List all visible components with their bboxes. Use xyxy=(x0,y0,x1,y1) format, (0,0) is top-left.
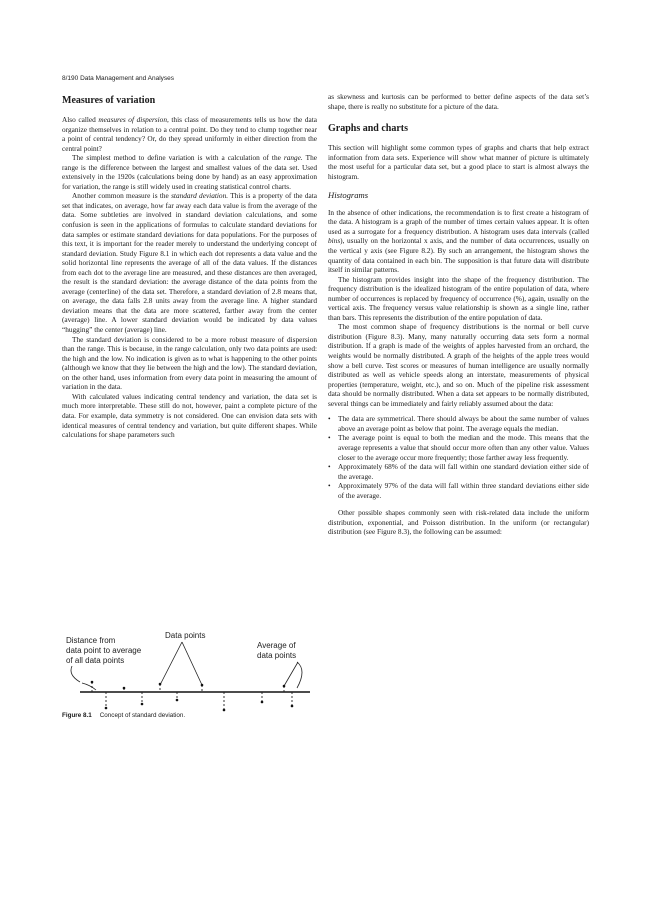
list-item: • Approximately 97% of the data will fall within three standard deviations either side of the average. xyxy=(328,481,589,500)
list-item: • Approximately 68% of the data will fall within one standard deviation either side of the average. xyxy=(328,462,589,481)
paragraph-3: Another common measure is the standard deviation. This is a property of the data set that indicates, on average, how far away each data value is from the average of the data. Some subtleties are involved in standard deviation calculations, and some confusion is seen in the applications of formulas to calculate standard deviations for data samples or estimate standard deviations for data populations. For the purposes of this text, it is important for the reader merely to understand the underlying concept of standard deviation. Study Figure 8.1 in which each dot represents a data value and the solid horizontal line represents the average of all of the data values. If the distances from each dot to the average line are measured, and these distances are then averaged, the result is the standard deviation: the average distance of the data points from the average (centerline) of the data set. Therefore, a standard deviation of 2.8 means that, on average, the data falls 2.8 units away from the average line. A higher standard deviation means that the data are more scattered, farther away from the center (average) line. A lower standard deviation would be indicated by data values “hugging” the center (average) line. xyxy=(62,191,317,335)
label-average-line1: Average of xyxy=(257,641,296,650)
label-average-line2: data points xyxy=(257,651,297,660)
paragraph-histogram-3: The most common shape of frequency distributions is the normal or bell curve distribution (Figure 8.3). Many, many naturally occurring data sets form a normal distribution. If a graph is made of the weights of apples harvested from an orchard, the weights would be normally distributed. A graph of the heights of the apple trees would show a bell curve. Test scores or measures of human intelligence are usually normally distributed as well as vehicle speeds along an interstate, measurements of physical properties (temperature, weight, etc.), and so on. Much of the pipeline risk assessment data should be normally distributed. When a data set appears to be normally distributed, several things can be immediately and fairly reliably assumed about the data: xyxy=(328,322,589,408)
paragraph-1: Also called measures of dispersion, this class of measurements tells us how the data organize themselves in relation to a central point. Do they tend to clump together near a point of central tendency? Or, do they spread uniformly in either direction from the central point? xyxy=(62,115,317,153)
label-distance-line1: Distance from xyxy=(66,636,116,645)
figure-caption-text: Concept of standard deviation. xyxy=(99,712,186,719)
label-data-points: Data points xyxy=(165,631,206,640)
label-distance-line3: of all data points xyxy=(66,656,125,665)
list-item: • The average point is equal to both the median and the mode. This means that the average represents a value that should occur more often than any other value. Values closer to the average occur more frequently; those farther away less frequently. xyxy=(328,433,589,462)
figure-standard-deviation xyxy=(62,630,322,720)
list-item: • The data are symmetrical. There should always be about the same number of values above an average point as below that point. The average equals the median. xyxy=(328,414,589,433)
arrow-right-brace xyxy=(297,662,302,688)
paragraph-5: With calculated values indicating central tendency and variation, the data set is much more interpretable. These still do not, however, paint a complete picture of the data. For example, data symmetry is not considered. One can envision data sets with identical measures of central tendency and variation, but quite different shapes. While calculations for shape parameters such xyxy=(62,391,317,440)
paragraph-histogram-2: The histogram provides insight into the shape of the frequency distribution. The frequency distribution is the idealized histogram of the entire population of data, where number of occurrences is replaced by frequency of occurrence (%), again, usually on the vertical axis. The frequency versus value relationship is shown as a single line, rather than bars. This represents the distribution of the entire population of data. xyxy=(328,274,589,322)
heading-measures-of-variation: Measures of variation xyxy=(62,95,156,106)
arrow-to-point-2 xyxy=(182,642,202,685)
left-column xyxy=(62,95,317,440)
paragraph-other-shapes: Other possible shapes commonly seen with risk-related data include the uniform distribution, exponential, and Poisson distribution. In the uniform (or rectangular) distribution (see Figure 8.3), the following can be assumed: xyxy=(328,508,589,537)
paragraph-continued: as skewness and kurtosis can be performed to better define aspects of the data set’s shape, there is really no substitute for a picture of the data. xyxy=(328,92,589,111)
arrow-left-brace xyxy=(71,666,80,682)
paragraph-2: The simplest method to define variation is with a calculation of the range. The range is the difference between the largest and smallest values of the data set. Used extensively in the 1920s (calculations being done by hand) as an easy approximation for variation, the range is still widely used in creating statistical control charts. xyxy=(62,153,317,191)
bullet-list xyxy=(328,414,589,500)
heading-graphs-and-charts: Graphs and charts xyxy=(328,123,409,135)
running-head: 8/190 Data Management and Analyses xyxy=(62,75,175,82)
figure-caption-number: Figure 8.1 xyxy=(62,712,92,719)
deviation-lines xyxy=(92,682,292,710)
label-distance-line2: data point to average xyxy=(66,646,142,655)
arrow-to-average xyxy=(284,662,298,686)
subheading-histograms: Histograms xyxy=(328,190,369,201)
paragraph-4: The standard deviation is considered to be a more robust measure of dispersion than the range. This is because, in the range calculation, only two data points are used: the high and the low. No indication is given as to what is happening to the other points (although we know that they lie between the high and the low). The standard deviation, on the other hand, uses information from every data point in measuring the amount of variation in the data. xyxy=(62,334,317,392)
data-points xyxy=(91,681,294,712)
paragraph-graphs-intro: This section will highlight some common types of graphs and charts that help extract information from data sets. Experience will show what manner of picture is ultimately the most useful for a particular data set, but a good place to start is almost always the histogram. xyxy=(328,143,589,181)
right-column xyxy=(328,92,589,537)
arrow-to-point-1 xyxy=(160,642,182,685)
figure-caption xyxy=(62,712,185,719)
paragraph-histogram-1: In the absence of other indications, the recommendation is to first create a histogram of the data. A histogram is a graph of the number of times certain values appear. It is often used as a surrogate for a frequency distribution. A histogram uses data intervals (called bins), usually on the horizontal x axis, and the number of data occurrences, usually on the vertical y axis (see Figure 8.2). By such an arrangement, the histogram shows the quantity of data contained in each bin. The supposition is that future data will distribute itself in similar patterns. xyxy=(328,207,589,275)
